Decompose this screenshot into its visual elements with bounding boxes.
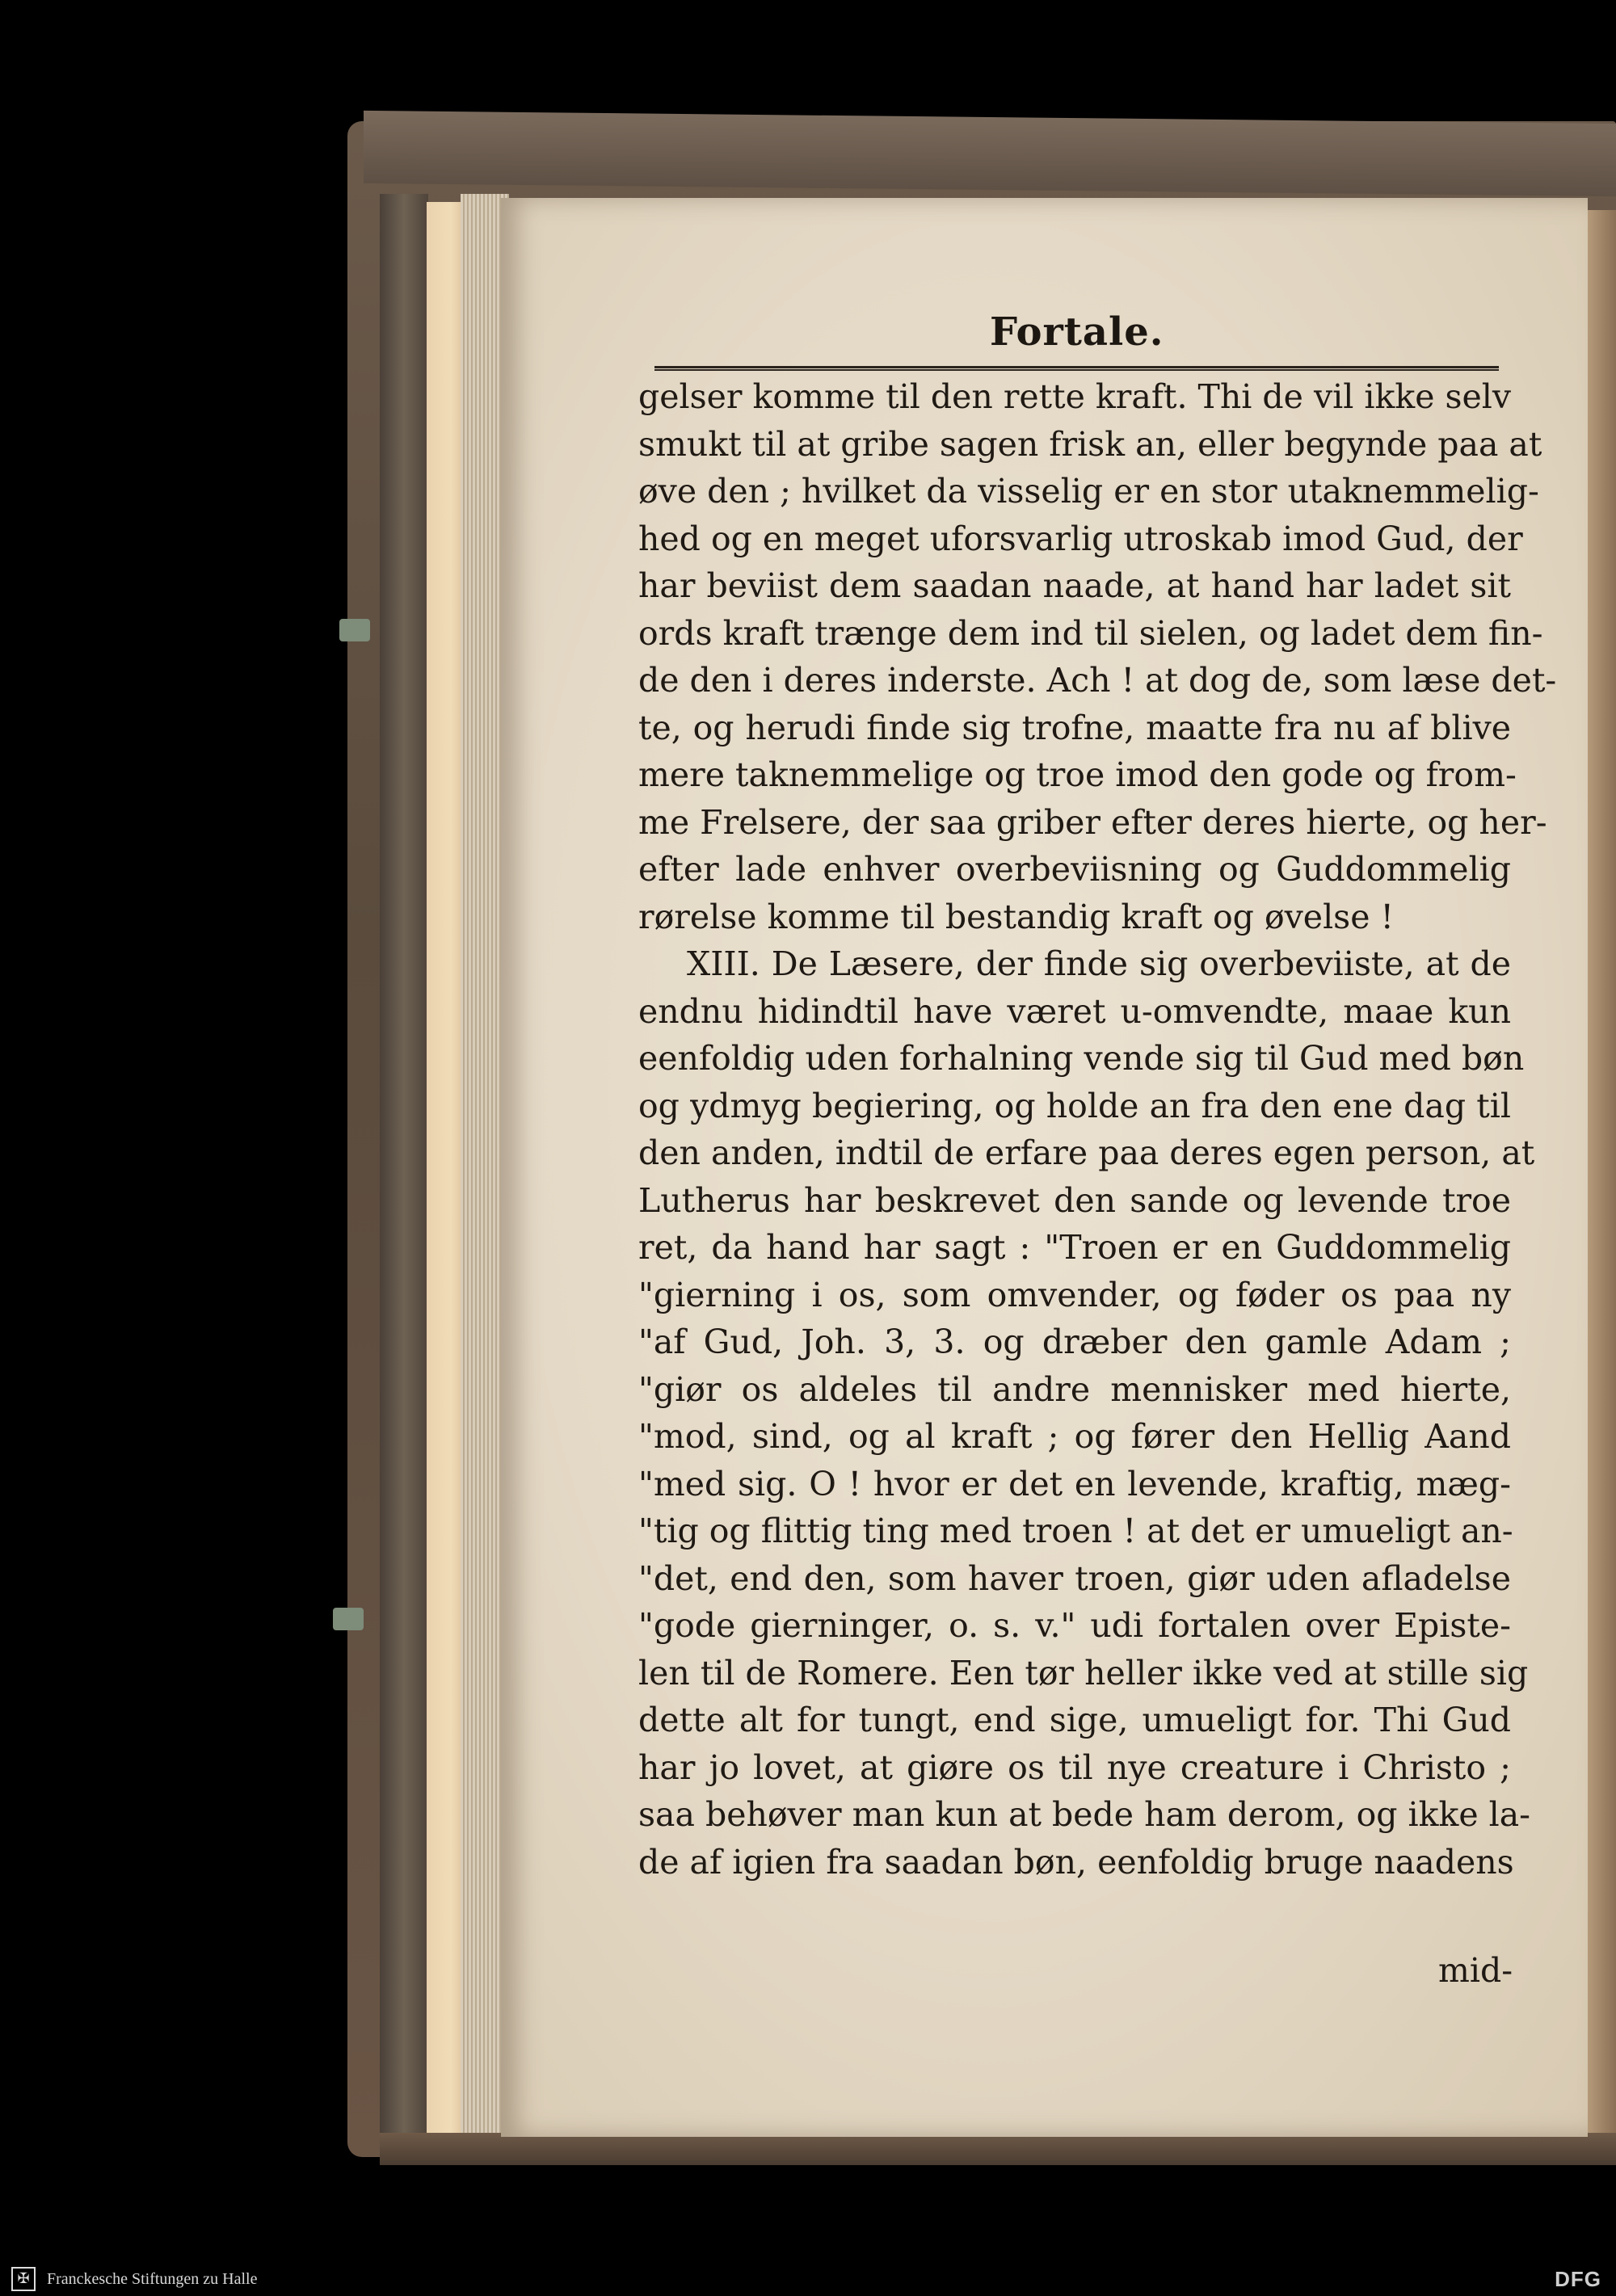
institution-logo-icon: ✠ <box>11 2267 36 2291</box>
text-line: de den i deres inderste. Ach ! at dog de, som læse det- <box>638 661 1557 700</box>
text-line: "mod, sind, og al kraft ; og fører den Hellig Aand <box>638 1417 1511 1456</box>
text-line: "af Gud, Joh. 3, 3. og dræber den gamle Adam ; <box>638 1323 1511 1361</box>
text-line: "gode gierninger, o. s. v." udi fortalen over Epistе- <box>638 1606 1511 1645</box>
institution-name: Franckesche Stiftungen zu Halle <box>47 2270 258 2288</box>
text-line: endnu hidindtil have været u-omvendte, maae kun <box>638 991 1511 1031</box>
text-line: ords kraft trænge dem ind til sielen, og ladet dem fin- <box>638 613 1543 653</box>
text-line: saa behøver man kun at bede ham derom, og ikke la- <box>638 1795 1531 1834</box>
text-line: smukt til at gribe sagen frisk an, eller begynde paa at <box>638 424 1542 464</box>
cover-right-edge <box>1588 210 1616 2133</box>
text-line: te, og herudi finde sig trofne, maatte fra nu af blive <box>638 708 1511 747</box>
text-block <box>638 373 1557 1886</box>
text-line: de af igien fra saadan bøn, eenfoldig bruge naadens <box>638 1842 1514 1882</box>
text-line: rørelse komme til bestandig kraft og øvelse ! <box>638 897 1394 936</box>
text-line: XIII. De Læsere, der finde sig overbeviiste, at de <box>687 944 1511 983</box>
text-line: den anden, indtil de erfare paa deres egen person, at <box>638 1133 1535 1172</box>
text-line: me Frelsere, der saa griber efter deres hierte, og her- <box>638 802 1547 842</box>
header-rule <box>654 366 1499 371</box>
text-line: "gierning i os, som omvender, og føder os paa ny <box>638 1275 1511 1314</box>
clasp-lower <box>333 1608 364 1630</box>
text-line: "tig og flittig ting med troen ! at det er umueligt an- <box>638 1512 1513 1550</box>
text-line: gelser komme til den rette kraft. Thi de vil ikke selv <box>638 377 1512 416</box>
text-line: len til de Romere. Een tør heller ikke ved at stille sig <box>638 1653 1529 1693</box>
text-line: Lutherus har beskrevet den sande og levende troe <box>638 1180 1511 1220</box>
text-line: "giør os aldeles til andre mennisker med hierte, <box>638 1369 1511 1409</box>
clasp-upper <box>339 619 370 641</box>
book-spine <box>380 194 428 2133</box>
cover-bottom-edge <box>380 2133 1616 2165</box>
text-line: har beviist dem saadan naade, at hand har ladet sit <box>638 566 1511 605</box>
text-line: efter lade enhver overbeviisning og Guddommelig <box>638 850 1511 889</box>
text-line: dette alt for tungt, end sige, umueligt for. Thi Gud <box>638 1701 1511 1739</box>
text-line: "med sig. O ! hvor er det en levende, kraftig, mæg- <box>638 1464 1511 1503</box>
text-line: mere taknemmelige og troe imod den gode og from- <box>638 755 1517 794</box>
text-line: eenfoldig uden forhalning vende sig til Gud med bøn <box>638 1039 1525 1078</box>
text-line: og ydmyg begiering, og holde an fra den ene dag til <box>638 1086 1511 1125</box>
catchword: mid- <box>1438 1951 1513 1990</box>
dfg-logo: DFG <box>1555 2267 1601 2291</box>
running-head: Fortale. <box>990 309 1164 355</box>
book-cover-top-edge <box>364 111 1616 196</box>
text-line: har jo lovet, at giøre os til nye creature i Christo ; <box>638 1747 1511 1787</box>
text-line: ret, da hand har sagt : "Troen er en Guddommelig <box>638 1228 1511 1267</box>
text-line: "det, end den, som haver troen, giør uden afladelse <box>638 1558 1511 1598</box>
text-line: hed og en meget uforsvarlig utroskab imod Gud, der <box>638 519 1523 558</box>
text-line: øve den ; hvilket da visselig er en stor utaknemmelig- <box>638 472 1539 511</box>
